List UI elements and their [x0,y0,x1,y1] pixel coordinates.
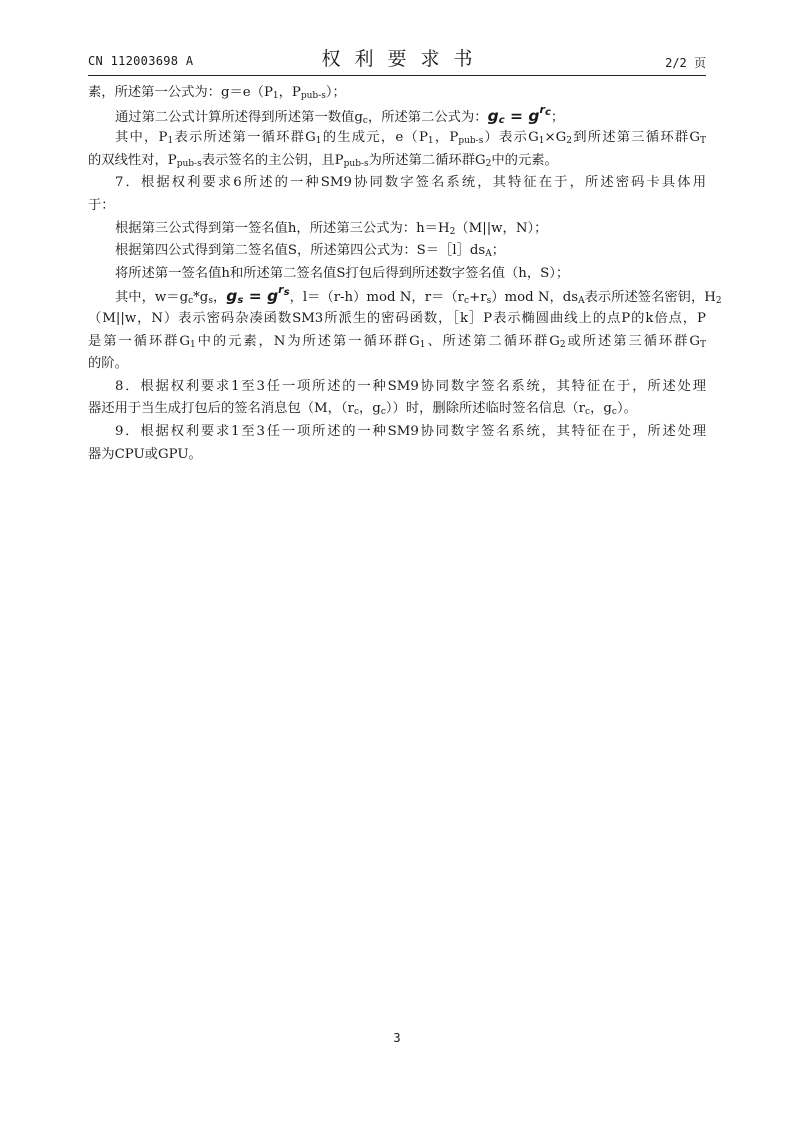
text-line: 其中，$w=g_c*g_s$，$g_s = g^{r_s}$，l＝（r-h）mod N，$r=(r_c+r_s)mod$ N，$ds_A$表示所述签名密钥，$H_2$ [115,283,722,307]
text-line: 是第一循环群$G_1$中的元素，N为所述第一循环群$G_1$、所述第二循环群$G_2$或所述第三循环群$G_T$ [88,333,707,350]
text-line: 将所述第一签名值h和所述第二签名值S打包后得到所述数字签名值（h，S）； [115,265,570,281]
text-line: 根据第四公式得到第二签名值S，所述第四公式为：$S=[l]ds_A$； [115,243,506,260]
text-line: 通过第二公式计算所述得到所述第一数值$g_c$，所述第二公式为：$g_c = g^{r_c}$； [115,102,565,126]
page-count: 2/2 页 [665,56,706,70]
claims-body [88,82,722,466]
page-title: 权利要求书 [321,48,487,70]
text-line: 的阶。 [88,356,128,372]
text-line: 素，所述第一公式为：$g=e(P_1$，$P_{pub-s}$）； [88,85,346,101]
text-line: 其中，$P_1$表示所述第一循环群$G_1$的生成元，$e(P_1$，$P_{pub-s}$）表示$G_1\times G_2$到所述第三循环群$G_T$ [115,130,707,147]
text-line: 于： [88,197,115,213]
text-line: （M||w，N）表示密码杂凑函数SM3所派生的密码函数，［k］P表示椭圆曲线上的点P的k倍点，P [88,310,706,326]
text-line: 器还用于当生成打包后的签名消息包（M，（$r_c$，$g_c$））时，删除所述临时签名信息（$r_c$，$g_c$）。 [88,401,637,418]
text-line: 7．根据权利要求6所述的一种SM9协同数字签名系统，其特征在于，所述密码卡具体用 [115,175,706,191]
page-number: 3 [393,1031,401,1045]
text-line: 根据第三公式得到第一签名值h，所述第三公式为：$h=H_2(M||w$，N）； [115,220,548,237]
publication-number: CN 112003698 A [88,54,194,68]
text-line: 9．根据权利要求1至3任一项所述的一种SM9协同数字签名系统，其特征在于，所述处理 [115,423,706,439]
header-rule [88,75,706,76]
text-line: 的双线性对，$P_{pub-s}$表示签名的主公钥，且$P_{pub-s}$为所述第二循环群$G_2$中的元素。 [88,152,558,169]
text-line: 器为CPU或GPU。 [88,446,202,462]
page-header [0,0,794,80]
text-line: 8．根据权利要求1至3任一项所述的一种SM9协同数字签名系统，其特征在于，所述处理 [115,378,706,394]
